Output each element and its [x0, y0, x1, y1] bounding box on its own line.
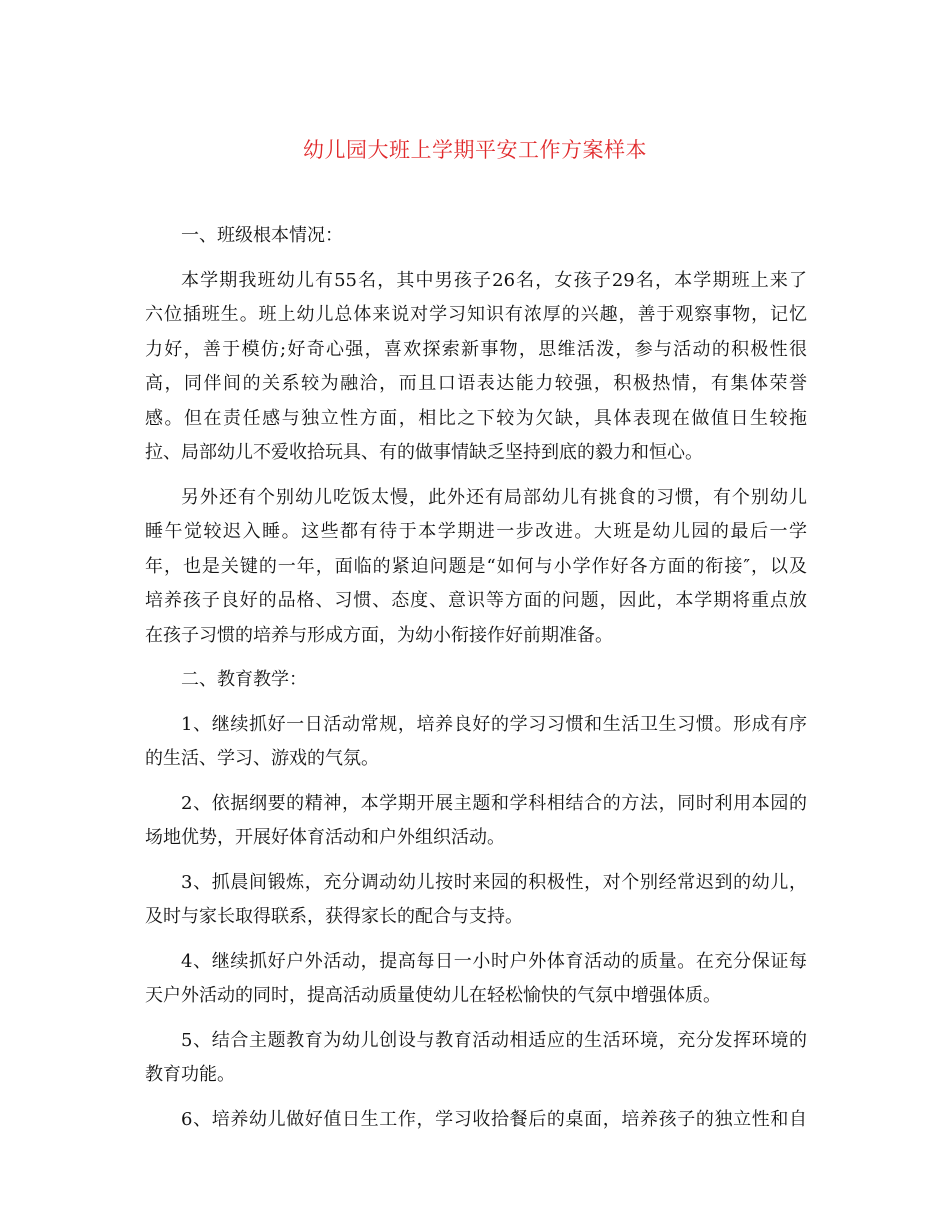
text-line: 的生活、学习、游戏的气氛。	[145, 748, 379, 769]
paragraph	[145, 866, 807, 935]
text-line: 六位插班生。班上幼儿总体来说对学习知识有浓厚的兴趣，善于观察事物，记忆	[145, 304, 807, 325]
text-line: 天户外活动的同时，提高活动质量使幼儿在轻松愉快的气氛中增强体质。	[145, 985, 721, 1006]
text-line: 感。但在责任感与独立性方面，相比之下较为欠缺，具体表现在做值日生较拖	[145, 407, 807, 429]
paragraph	[145, 481, 807, 654]
text-line: 5、结合主题教育为幼儿创设与教育活动相适应的生活环境，充分发挥环境的	[181, 1029, 807, 1051]
text-line: 4、继续抓好户外活动，提高每日一小时户外体育活动的质量。在充分保证每	[181, 950, 807, 972]
paragraph	[145, 708, 807, 777]
paragraph	[145, 1103, 807, 1138]
text-line: 2、依据纲要的精神，本学期开展主题和学科相结合的方法，同时利用本园的	[181, 792, 807, 814]
document-title: 幼儿园大班上学期平安工作方案样本	[303, 138, 647, 162]
text-line: 拉、局部幼儿不爱收拾玩具、有的做事情缺乏坚持到底的毅力和恒心。	[145, 442, 703, 463]
text-line: 场地优势，开展好体育活动和户外组织活动。	[145, 827, 505, 848]
text-line: 睡午觉较迟入睡。这些都有待于本学期进一步改进。大班是幼儿园的最后一学	[145, 521, 807, 542]
paragraph	[145, 1024, 807, 1093]
text-line: 一、班级根本情况：	[181, 225, 343, 246]
text-line: 教育功能。	[145, 1064, 235, 1085]
text-line: 6、培养幼儿做好值日生工作，学习收拾餐后的桌面，培养孩子的独立性和自	[181, 1108, 807, 1130]
text-line: 本学期我班幼儿有55名，其中男孩子26名，女孩子29名，本学期班上来了	[181, 269, 807, 291]
text-line: 在孩子习惯的培养与形成方面，为幼小衔接作好前期准备。	[145, 624, 613, 646]
paragraph	[145, 787, 807, 856]
paragraph	[145, 264, 807, 471]
paragraph	[145, 219, 807, 254]
text-line: 及时与家长取得联系，获得家长的配合与支持。	[145, 906, 523, 927]
paragraph	[145, 663, 807, 698]
text-line: 培养孩子良好的品格、习惯、态度、意识等方面的问题，因此，本学期将重点放	[145, 590, 807, 611]
text-line: 另外还有个别幼儿吃饭太慢，此外还有局部幼儿有挑食的习惯，有个别幼儿	[181, 486, 807, 508]
text-line: 年，也是关键的一年，面临的紧迫问题是“如何与小学作好各方面的衔接″，以及	[145, 555, 807, 577]
document-body	[145, 219, 807, 1147]
text-line: 1、继续抓好一日活动常规，培养良好的学习习惯和生活卫生习惯。形成有序	[181, 713, 807, 735]
text-line: 力好，善于模仿;好奇心强，喜欢探索新事物，思维活泼，参与活动的积极性很	[145, 338, 807, 360]
text-line: 二、教育教学：	[181, 669, 307, 690]
text-line: 3、抓晨间锻炼，充分调动幼儿按时来园的积极性，对个别经常迟到的幼儿，	[181, 871, 807, 893]
text-line: 高，同伴间的关系较为融洽，而且口语表达能力较强，积极热情，有集体荣誉	[145, 373, 807, 394]
paragraph	[145, 945, 807, 1014]
